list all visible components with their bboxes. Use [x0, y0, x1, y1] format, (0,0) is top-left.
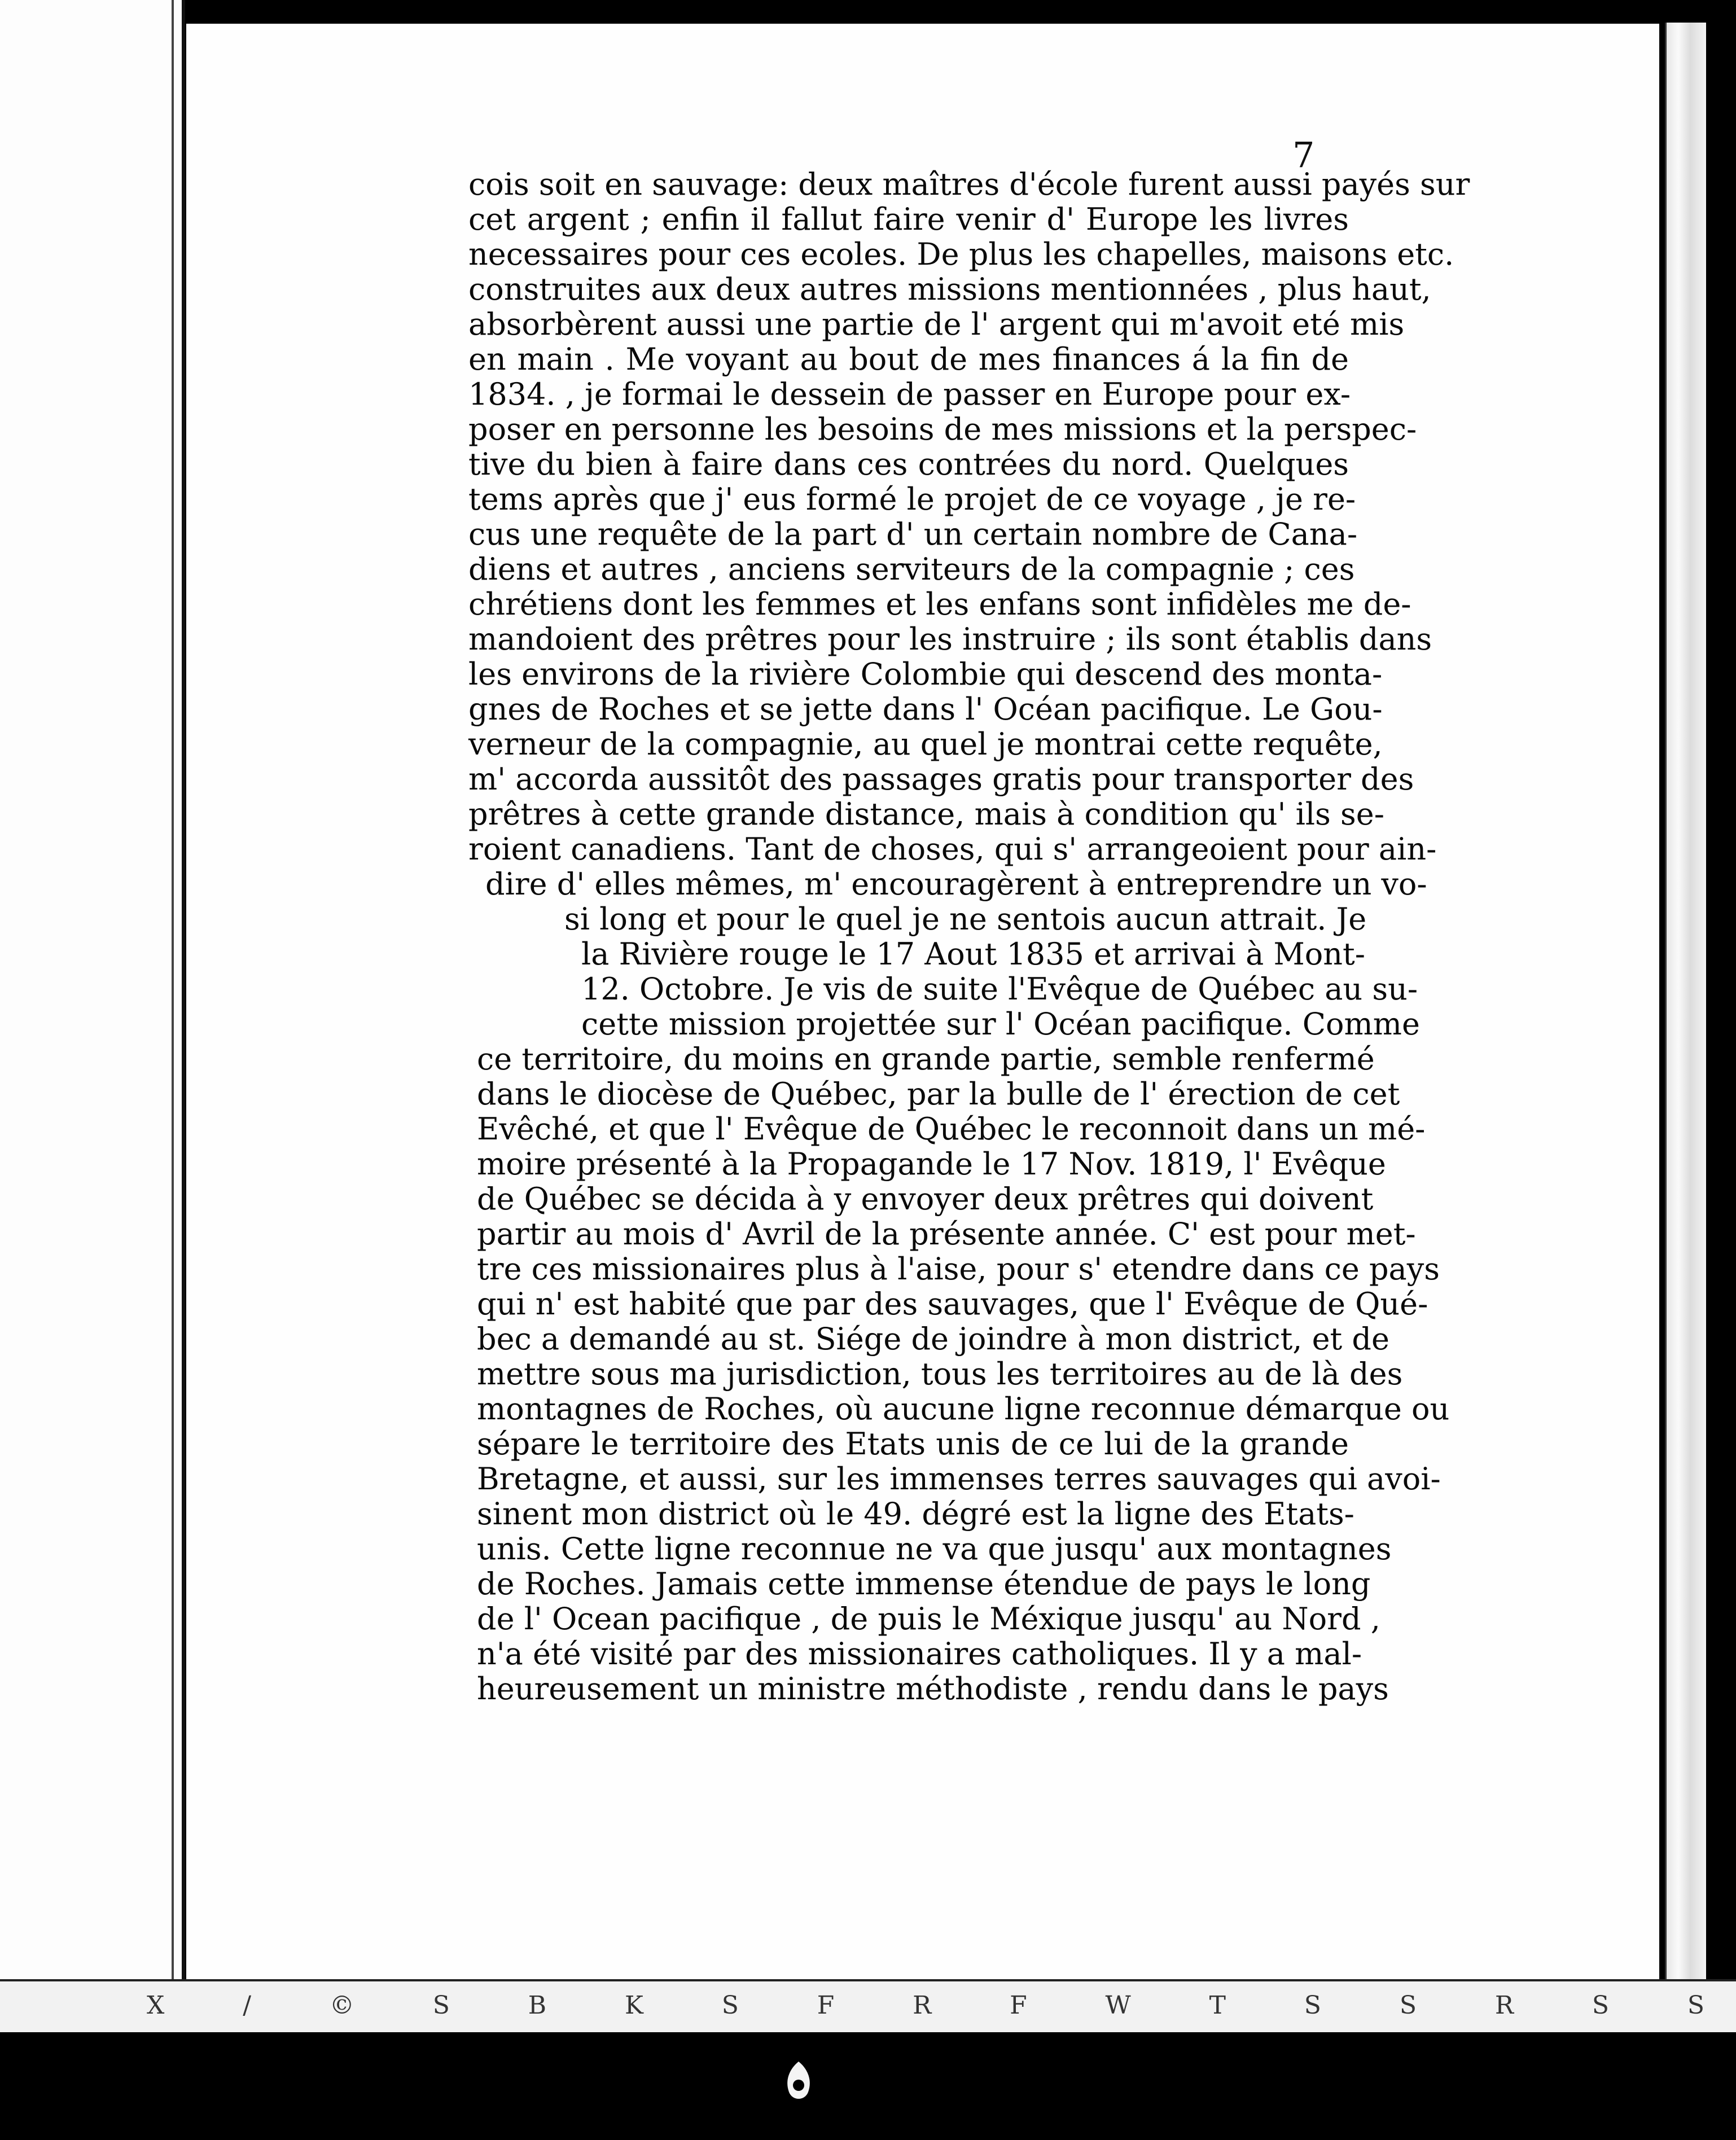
text-line: dans le diocèse de Québec, par la bulle de l' érection de cet: [477, 1076, 1400, 1112]
text-line: de Roches. Jamais cette immense étendue de pays le long: [477, 1566, 1371, 1602]
text-line: Evêché, et que l' Evêque de Québec le reconnoit dans un mé-: [477, 1111, 1426, 1147]
text-line: ce territoire, du moins en grande partie, semble renfermé: [477, 1041, 1375, 1077]
text-line: en main . Me voyant au bout de mes finances á la fin de: [468, 341, 1349, 377]
edge-mark: W: [1105, 1990, 1131, 2020]
torn-bottom-edge: [0, 1979, 1736, 2032]
scanner-stamp-icon: [773, 2057, 824, 2108]
edge-mark: ©: [329, 1990, 354, 2020]
text-line: n'a été visité par des missionaires catholiques. Il y a mal-: [477, 1636, 1362, 1672]
text-line: heureusement un ministre méthodiste , rendu dans le pays: [477, 1671, 1389, 1707]
text-line: sinent mon district où le 49. dégré est la ligne des Etats-: [477, 1496, 1354, 1532]
text-line: tems après que j' eus formé le projet de ce voyage , je re-: [468, 481, 1356, 517]
text-line: sépare le territoire des Etats unis de ce lui de la grande: [477, 1426, 1349, 1462]
edge-mark: R: [1494, 1990, 1514, 2020]
page-number: 7: [1292, 134, 1315, 176]
text-line: 12. Octobre. Je vis de suite l'Evêque de Québec au su-: [581, 971, 1418, 1007]
text-line: cus une requête de la part d' un certain nombre de Cana-: [468, 516, 1358, 552]
edge-mark: /: [243, 1990, 252, 2020]
text-line: mettre sous ma jurisdiction, tous les territoires au de là des: [477, 1356, 1403, 1392]
edge-mark: R: [913, 1990, 932, 2020]
edge-mark: S: [721, 1990, 739, 2020]
text-line: tive du bien à faire dans ces contrées du nord. Quelques: [468, 446, 1349, 482]
text-line: construites aux deux autres missions mentionnées , plus haut,: [468, 271, 1431, 307]
text-line: les environs de la rivière Colombie qui descend des monta-: [468, 656, 1383, 692]
text-line: chrétiens dont les femmes et les enfans sont infidèles me de-: [468, 586, 1411, 622]
text-line: cet argent ; enfin il fallut faire venir d' Europe les livres: [468, 201, 1349, 237]
text-line: prêtres à cette grande distance, mais à condition qu' ils se-: [468, 796, 1384, 832]
edge-mark: S: [1304, 1990, 1321, 2020]
text-line: roient canadiens. Tant de choses, qui s' arrangeoient pour ain-: [468, 831, 1437, 867]
edge-mark: S: [1592, 1990, 1609, 2020]
text-line: 1834. , je formai le dessein de passer en Europe pour ex-: [468, 376, 1351, 412]
text-line: moire présenté à la Propagande le 17 Nov. 1819, l' Evêque: [477, 1146, 1386, 1182]
text-line: de Québec se décida à y envoyer deux prêtres qui doivent: [477, 1181, 1374, 1217]
edge-mark: X: [147, 1990, 165, 2020]
text-line: m' accorda aussitôt des passages gratis pour transporter des: [468, 761, 1414, 797]
text-line: absorbèrent aussi une partie de l' argent qui m'avoit eté mis: [468, 306, 1405, 342]
text-line: cois soit en sauvage: deux maîtres d'école furent aussi payés sur: [468, 166, 1470, 202]
text-line: unis. Cette ligne reconnue ne va que jusqu' aux montagnes: [477, 1531, 1392, 1567]
text-line: de l' Ocean pacifique , de puis le Méxique jusqu' au Nord ,: [477, 1601, 1380, 1637]
text-line: la Rivière rouge le 17 Aout 1835 et arrivai à Mont-: [581, 936, 1365, 972]
edge-mark: T: [1209, 1990, 1226, 2020]
edge-mark: B: [528, 1990, 547, 2020]
text-line: necessaires pour ces ecoles. De plus les chapelles, maisons etc.: [468, 236, 1454, 272]
text-line: qui n' est habité que par des sauvages, que l' Evêque de Qué-: [477, 1286, 1428, 1322]
text-line: gnes de Roches et se jette dans l' Océan pacifique. Le Gou-: [468, 691, 1383, 727]
text-line: partir au mois d' Avril de la présente année. C' est pour met-: [477, 1216, 1416, 1252]
text-line: diens et autres , anciens serviteurs de la compagnie ; ces: [468, 551, 1355, 587]
text-line: montagnes de Roches, où aucune ligne reconnue démarque ou: [477, 1391, 1450, 1427]
text-line: poser en personne les besoins de mes missions et la perspec-: [468, 411, 1417, 447]
text-line: si long et pour le quel je ne sentois aucun attrait. Je: [564, 901, 1367, 937]
text-line: tre ces missionaires plus à l'aise, pour s' etendre dans ce pays: [477, 1251, 1440, 1287]
edge-mark: F: [1010, 1990, 1027, 2020]
text-line: Bretagne, et aussi, sur les immenses terres sauvages qui avoi-: [477, 1461, 1441, 1497]
edge-mark: S: [432, 1990, 450, 2020]
edge-mark: F: [817, 1990, 835, 2020]
page-stack-edge: [1665, 23, 1706, 1981]
text-line: dire d' elles mêmes, m' encouragèrent à entreprendre un vo-: [485, 866, 1427, 902]
text-line: verneur de la compagnie, au quel je montrai cette requête,: [468, 726, 1383, 762]
edge-mark: S: [1687, 1990, 1704, 2020]
edge-mark: K: [624, 1990, 643, 2020]
text-line: cette mission projettée sur l' Océan pacifique. Comme: [581, 1006, 1420, 1042]
text-line: mandoient des prêtres pour les instruire ; ils sont établis dans: [468, 621, 1432, 657]
edge-mark: S: [1399, 1990, 1417, 2020]
text-line: bec a demandé au st. Siége de joindre à mon district, et de: [477, 1321, 1389, 1357]
gutter-edge: [172, 0, 174, 2009]
facing-page-margin: [0, 0, 185, 2009]
edge-marks: [147, 1988, 1704, 2022]
